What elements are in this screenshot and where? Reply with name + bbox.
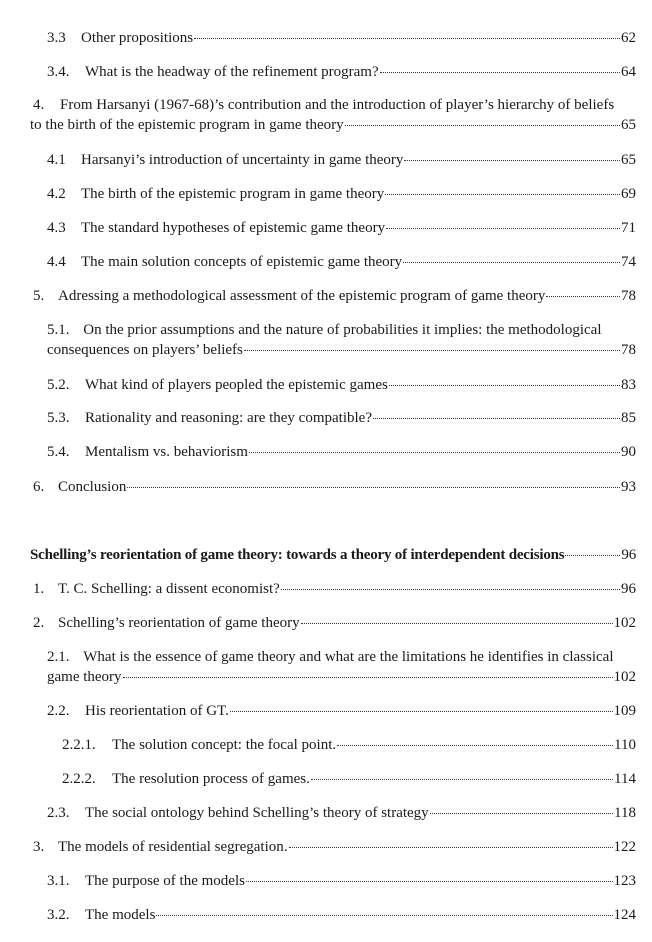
dot-leader <box>565 545 620 556</box>
toc-entry-5-2 <box>47 375 636 395</box>
entry-number: 5.3. <box>47 410 70 426</box>
toc-entry-5-3 <box>47 408 636 428</box>
entry-number: 4. <box>33 97 45 113</box>
entry-page-number: 64 <box>621 64 636 80</box>
entry-title: His reorientation of GT. <box>85 703 229 719</box>
toc-entry-ch2-2-2-1 <box>62 735 636 755</box>
entry-page-number: 96 <box>621 547 636 563</box>
dot-leader <box>249 442 620 453</box>
entry-title: The models of residential segregation. <box>58 839 288 855</box>
entry-page-number: 124 <box>613 907 636 923</box>
toc-entry-ch2-2-2-2 <box>62 769 636 789</box>
entry-page-number: 123 <box>613 873 636 889</box>
entry-title: What is the headway of the refinement program? <box>85 64 379 80</box>
entry-page-number: 78 <box>621 288 636 304</box>
dot-leader <box>389 375 620 386</box>
toc-entry-ch2-3 <box>33 837 636 857</box>
dot-leader <box>386 218 620 229</box>
toc-entry-ch2-3-1 <box>47 871 636 891</box>
entry-number: 5. <box>33 288 45 304</box>
dot-leader <box>246 871 613 882</box>
toc-entry-4-2 <box>47 184 636 204</box>
entry-page-number: 102 <box>613 615 636 631</box>
entry-title: Conclusion <box>58 479 127 495</box>
entry-page-number: 102 <box>613 669 636 685</box>
dot-leader <box>281 579 620 590</box>
entry-number: 1. <box>33 581 45 597</box>
toc-entry-4 <box>30 95 636 135</box>
toc-entry-ch2-2-2 <box>47 701 636 721</box>
entry-number: 2. <box>33 615 45 631</box>
entry-number: 2.2.2. <box>62 771 96 787</box>
dot-leader <box>123 667 613 678</box>
entry-page-number: 74 <box>621 254 636 270</box>
entry-title: The resolution process of games. <box>112 771 310 787</box>
entry-title: Adressing a methodological assessment of the epistemic program of game theory <box>58 288 546 304</box>
toc-chapter-heading <box>30 545 636 565</box>
entry-title-line-2: consequences on players’ beliefs <box>47 342 243 358</box>
toc-entry-ch2-2-3 <box>47 803 636 823</box>
entry-number: 4.3 <box>47 220 66 236</box>
toc-entry-ch2-3-2 <box>47 905 636 925</box>
entry-title: The social ontology behind Schelling’s theory of strategy <box>85 805 429 821</box>
entry-number: 2.2.1. <box>62 737 96 753</box>
entry-number: 5.2. <box>47 377 70 393</box>
entry-page-number: 71 <box>621 220 636 236</box>
entry-number: 5.4. <box>47 444 70 460</box>
toc-entry-4-3 <box>47 218 636 238</box>
toc-entry-3-4 <box>47 62 636 82</box>
entry-number: 3.4. <box>47 64 70 80</box>
entry-number: 2.1. <box>47 649 70 665</box>
entry-title: The purpose of the models <box>85 873 245 889</box>
entry-title: The standard hypotheses of epistemic game theory <box>81 220 386 236</box>
dot-leader <box>345 115 620 126</box>
entry-title-line-2: to the birth of the epistemic program in game theory <box>30 117 344 133</box>
entry-title: The models <box>85 907 156 923</box>
entry-page-number: 110 <box>614 737 636 753</box>
entry-page-number: 78 <box>621 342 636 358</box>
entry-page-number: 65 <box>621 152 636 168</box>
dot-leader <box>380 62 620 73</box>
dot-leader <box>385 184 620 195</box>
entry-page-number: 122 <box>613 839 636 855</box>
toc-entry-ch2-2 <box>33 613 636 633</box>
entry-number: 3. <box>33 839 45 855</box>
dot-leader <box>194 28 620 39</box>
entry-page-number: 93 <box>621 479 636 495</box>
entry-page-number: 109 <box>613 703 636 719</box>
dot-leader <box>403 252 620 263</box>
entry-number: 3.3 <box>47 30 66 46</box>
entry-page-number: 118 <box>614 805 636 821</box>
entry-number: 4.2 <box>47 186 66 202</box>
toc-entry-6 <box>33 477 636 497</box>
dot-leader <box>337 735 613 746</box>
entry-page-number: 65 <box>621 117 636 133</box>
dot-leader <box>127 477 620 488</box>
entry-page-number: 96 <box>621 581 636 597</box>
toc-entry-5 <box>33 286 636 306</box>
entry-number: 2.2. <box>47 703 70 719</box>
dot-leader <box>289 837 613 848</box>
entry-page-number: 85 <box>621 410 636 426</box>
dot-leader <box>373 408 620 419</box>
toc-entry-4-1 <box>47 150 636 170</box>
entry-number: 3.1. <box>47 873 70 889</box>
entry-title: Rationality and reasoning: are they compatible? <box>85 410 372 426</box>
dot-leader <box>301 613 613 624</box>
dot-leader <box>430 803 613 814</box>
entry-title-line-2: game theory <box>47 669 122 685</box>
entry-title: Harsanyi’s introduction of uncertainty in game theory <box>81 152 404 168</box>
entry-title-line-1: From Harsanyi (1967-68)’s contribution and the introduction of player’s hierarchy of beliefs <box>60 97 615 113</box>
entry-number: 4.4 <box>47 254 66 270</box>
entry-title: Mentalism vs. behaviorism <box>85 444 248 460</box>
entry-title: The main solution concepts of epistemic game theory <box>81 254 403 270</box>
toc-entry-5-4 <box>47 442 636 462</box>
entry-title: Schelling’s reorientation of game theory <box>58 615 300 631</box>
entry-page-number: 69 <box>621 186 636 202</box>
chapter-title: Schelling’s reorientation of game theory: towards a theory of interdependent decisions <box>30 547 565 563</box>
entry-page-number: 114 <box>614 771 636 787</box>
dot-leader <box>244 340 620 351</box>
entry-number: 2.3. <box>47 805 70 821</box>
entry-title-line-1: What is the essence of game theory and what are the limitations he identifies in classical <box>83 649 614 665</box>
entry-title: T. C. Schelling: a dissent economist? <box>58 581 280 597</box>
entry-title: The birth of the epistemic program in game theory <box>81 186 385 202</box>
dot-leader <box>546 286 620 297</box>
entry-page-number: 83 <box>621 377 636 393</box>
toc-entry-3-3 <box>47 28 636 48</box>
entry-title: What kind of players peopled the epistemic games <box>85 377 388 393</box>
entry-page-number: 90 <box>621 444 636 460</box>
entry-number: 6. <box>33 479 45 495</box>
entry-title: The solution concept: the focal point. <box>112 737 337 753</box>
entry-page-number: 62 <box>621 30 636 46</box>
dot-leader <box>156 905 612 916</box>
dot-leader <box>404 150 620 161</box>
dot-leader <box>311 769 613 780</box>
entry-number: 5.1. <box>47 322 70 338</box>
toc-entry-4-4 <box>47 252 636 272</box>
toc-entry-ch2-2-1 <box>47 647 636 687</box>
toc-entry-ch2-1 <box>33 579 636 599</box>
entry-title: Other propositions <box>81 30 194 46</box>
entry-title-line-1: On the prior assumptions and the nature of probabilities it implies: the methodological <box>83 322 602 338</box>
toc-entry-5-1 <box>47 320 636 360</box>
dot-leader <box>230 701 613 712</box>
entry-number: 3.2. <box>47 907 70 923</box>
entry-number: 4.1 <box>47 152 66 168</box>
